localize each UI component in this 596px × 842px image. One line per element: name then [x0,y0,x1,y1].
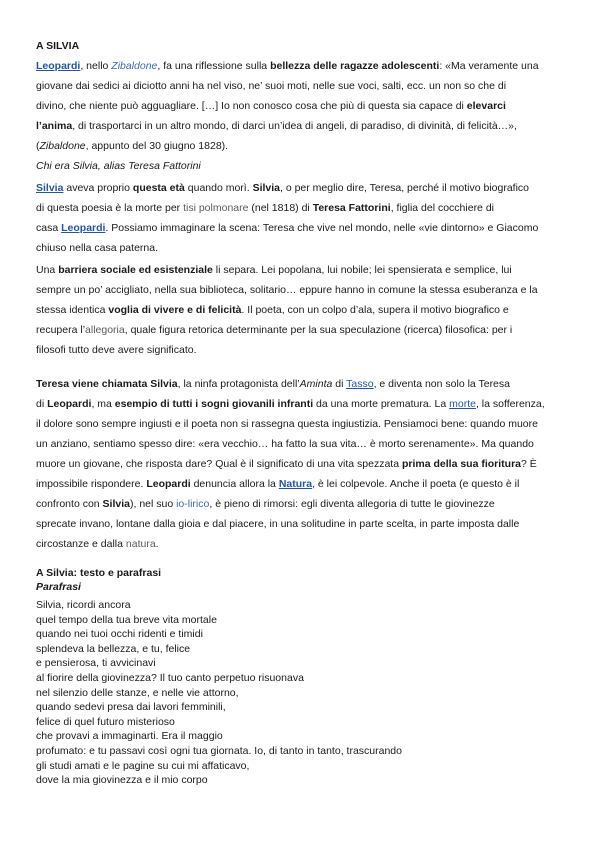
term-zibaldone: Zibaldone [111,60,158,72]
poem-line: che provavi a immaginarti. Era il maggio [36,730,223,743]
section-subheading: Parafrasi [36,581,81,593]
document-page [36,40,560,788]
link-leopardi[interactable]: Leopardi [61,222,106,234]
paragraph-silvia [36,178,560,258]
text-line: Silvia aveva proprio questa età quando morì. Silvia, o per meglio dire, Teresa, perché il motivo biografico [36,182,530,194]
term-io-lirico: io-lirico [176,498,210,510]
section-heading: A Silvia: testo e parafrasi [36,567,162,579]
term-allegoria: allegoria [85,324,125,336]
text-line: l’anima, di trasportarci in un altro mondo, di darci un’idea di angeli, di paradiso, di divinità, di felicità…», [36,120,517,132]
paragraph-intro [36,56,560,176]
text-line: impossibile rispondere. Leopardi denuncia allora la Natura, è lei colpevole. Anche il poeta (e questo è il [36,478,520,490]
paragraph-barriera [36,260,560,360]
link-silvia[interactable]: Silvia [36,182,64,194]
poem-line: e pensierosa, ti avvicinavi [36,657,156,670]
link-leopardi[interactable]: Leopardi [36,60,81,72]
poem-line: gli studi amati e le pagine su cui mi affaticavo, [36,759,250,772]
text-line: il dolore sono sempre ingiusti e il poeta non si rassegna questa ingiustizia. Pensiamoci bene: quando muore [36,418,538,430]
poem-line: profumato: e tu passavi così ogni tua giornata. Io, di tanto in tanto, trascurando [36,744,402,757]
link-natura[interactable]: Natura [278,478,313,490]
text-line: Una barriera sociale ed esistenziale li separa. Lei popolana, lui nobile; lei spensierata e semplice, lui [36,264,512,276]
section-subtitle: Chi era Silvia, alias Teresa Fattorini [36,160,201,172]
text-line: muore un giovane, che risposta dare? Qual è il significato di una vita spezzata prima della sua fioritura? È [36,458,537,470]
text-line: confronto con Silvia), nel suo io-lirico, è pieno di rimorsi: egli diventa allegoria di tutte le giovinezze [36,498,495,510]
poem-line: dove la mia giovinezza e il mio corpo [36,774,208,787]
text-line: divino, che niente può agguagliare. […] Io non conosco cosa che più di questa sia capace di elevarci [36,100,506,112]
text-line: casa Leopardi. Possiamo immaginare la scena: Teresa che vive nel mondo, nelle «vie dintorno» e Giacomo [36,222,539,234]
link-tasso[interactable]: Tasso [346,378,374,390]
poem-paraphrase [36,598,560,788]
poem-line: quando sedevi presa dai lavori femminili, [36,701,226,714]
paragraph-teresa [36,374,560,554]
poem-line: nel silenzio delle stanze, e nelle vie attorno, [36,686,239,699]
text-line: Leopardi, nello Zibaldone, fa una riflessione sulla bellezza delle ragazze adolescenti: «Ma veramente una [36,60,539,72]
text-line: di Leopardi, ma esempio di tutti i sogni giovanili infranti da una morte prematura. La morte, la sofferenza, [36,398,545,410]
poem-line: splendeva la bellezza, e tu, felice [36,642,191,655]
poem-line: quando nei tuoi occhi ridenti e timidi [36,628,203,641]
term-natura: natura [125,538,156,550]
poem-line: Silvia, ricordi ancora [36,599,131,611]
text-line: sprecate invano, lontane dalla gioia e dal piacere, in una solitudine in parte scelta, in parte imposta dalle [36,518,520,530]
text-line: stessa identica voglia di vivere e di felicità. Il poeta, con un colpo d’ala, supera il motivo biografico e [36,304,509,316]
text-line: giovane dai sedici ai diciotto anni ha nel viso, ne’ suoi moti, nelle sue voci, salti, ecc. un non so che di [36,80,507,92]
poem-line: felice di quel futuro misterioso [36,715,175,728]
text-line: circostanze e dalla natura. [36,538,159,550]
text-line: chiuso nella casa paterna. [36,242,158,254]
text-line: (Zibaldone, appunto del 30 giugno 1828). [36,140,229,152]
text-line: recupera l’allegoria, quale figura retorica determinante per la sua speculazione (ricerca) filosofica: per i [36,324,513,336]
paragraph-spacer [36,362,560,374]
text-line: un anziano, sentiamo spesso dire: «era vecchio… ha fatto la sua vita… è morto serenamente». Ma quando [36,438,534,450]
poem-line: al fiorire della giovinezza? Il tuo canto perpetuo risuonava [36,671,304,684]
term-tisi: tisi polmonare [183,202,249,214]
link-morte[interactable]: morte [449,398,476,410]
text-line: sempre un po’ accigliato, nella sua biblioteca, solitario… eppure hanno in comune la stessa esuberanza e la [36,284,538,296]
text-line: Teresa viene chiamata Silvia, la ninfa protagonista dell’Aminta di Tasso, e diventa non solo la Teresa [36,378,510,390]
poem-line: quel tempo della tua breve vita mortale [36,613,217,626]
page-title: A SILVIA [36,40,80,52]
paragraph-spacer [36,556,560,566]
text-line: di questa poesia è la morte per tisi polmonare (nel 1818) di Teresa Fattorini, figlia del cocchiere di [36,202,494,214]
text-line: filosofi tutto deve avere significato. [36,344,197,356]
